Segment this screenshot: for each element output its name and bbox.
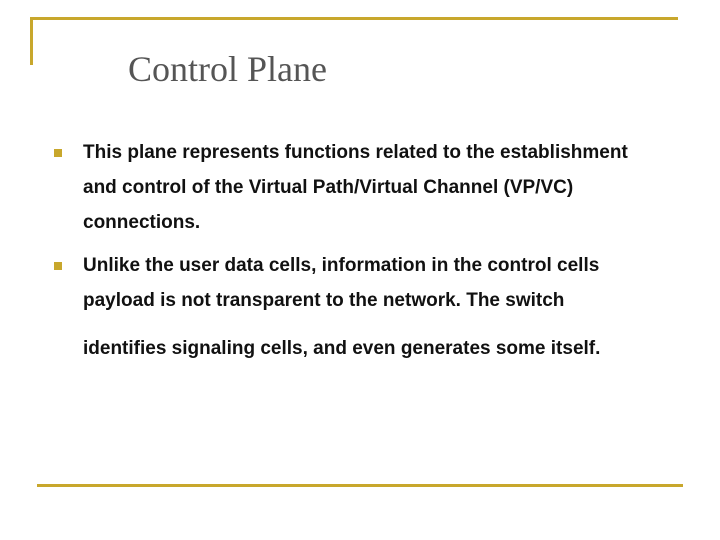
square-bullet-icon bbox=[54, 262, 62, 270]
bullet-2-line-2: payload is not transparent to the network. The switch bbox=[83, 290, 565, 311]
bullet-1-line-2: and control of the Virtual Path/Virtual Channel (VP/VC) bbox=[83, 177, 574, 198]
left-border-line bbox=[30, 17, 33, 65]
slide-title: Control Plane bbox=[128, 49, 327, 89]
square-bullet-icon bbox=[54, 149, 62, 157]
bullet-1-line-3: connections. bbox=[83, 212, 201, 233]
bullet-2-line-1: Unlike the user data cells, information in the control cells bbox=[83, 255, 600, 276]
bullet-1-line-1: This plane represents functions related to the establishment bbox=[83, 142, 628, 163]
bullet-2-line-3: identifies signaling cells, and even generates some itself. bbox=[83, 338, 601, 359]
bottom-border-line bbox=[37, 484, 683, 487]
top-border-line bbox=[30, 17, 678, 20]
